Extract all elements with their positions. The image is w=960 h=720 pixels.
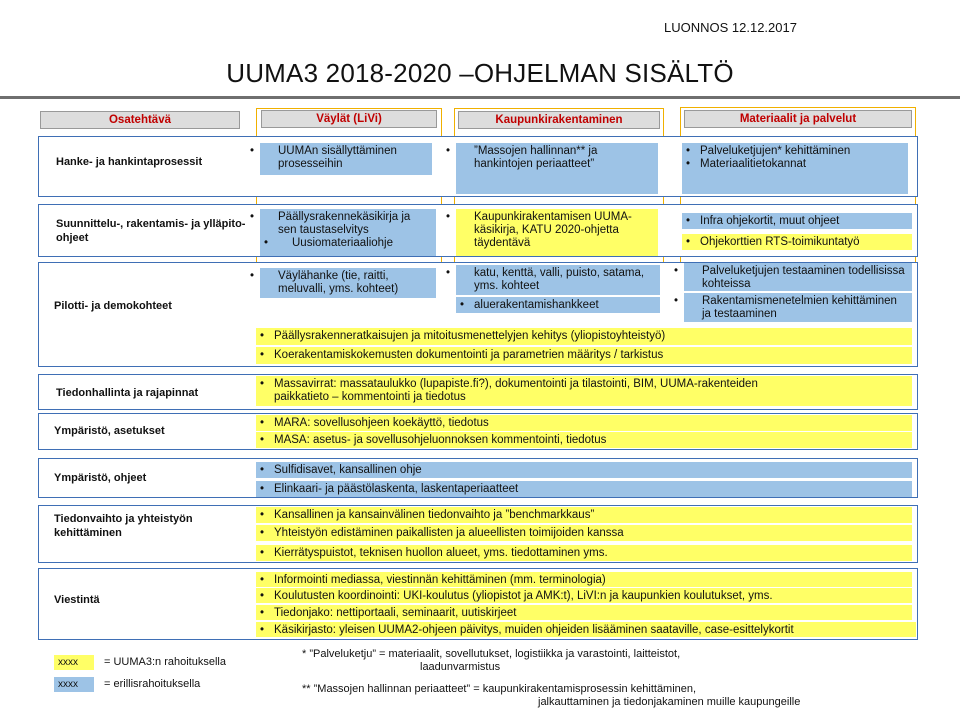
column-frame-vaylat bbox=[256, 108, 442, 286]
footnote-massojen-hallinta-cont: jalkauttaminen ja tiedonjakaminen muille kaupungeille bbox=[538, 696, 801, 708]
item-paallysrakennekasikirja: • Päällysrakennekäsikirja ja sen taustaselvitys • Uusiomateriaaliohje bbox=[260, 209, 436, 256]
item-informointi: • Informointi mediassa, viestinnän kehittäminen (mm. terminologia) bbox=[256, 572, 912, 587]
footnote-palveluketju: * ”Palveluketju” = materiaalit, sovellutukset, logistiikka ja varastointi, laitteistot, bbox=[302, 648, 681, 660]
item-masa: • MASA: asetus- ja sovellusohjeluonnoksen kommentointi, tiedotus bbox=[256, 432, 912, 448]
item-massavirrat: • Massavirrat: massataulukko (lupapiste.fi?), dokumentointi ja tilastointi, BIM, UUMA-rakenteiden paikkatieto – kommentointi ja tiedotus bbox=[256, 376, 912, 406]
column-header-vaylat: Väylät (LiVi) bbox=[261, 110, 437, 128]
item-infra-ohjekortit: • Infra ohjekortit, muut ohjeet bbox=[682, 213, 912, 229]
item-vaylahanke: • Väylähanke (tie, raitti, meluvalli, yms. kohteet) bbox=[260, 268, 436, 298]
column-header-materiaalit: Materiaalit ja palvelut bbox=[684, 110, 912, 128]
title-divider bbox=[0, 96, 960, 99]
footnote-palveluketju-cont: laadunvarmistus bbox=[420, 661, 501, 673]
item-yhteistyon-edistaminen: • Yhteistyön edistäminen paikallisten ja alueellisten toimijoiden kanssa bbox=[256, 525, 912, 541]
item-palveluketjut: • Palveluketjujen* kehittäminen • Materiaalitietokannat bbox=[682, 143, 908, 194]
legend-swatch-yellow: xxxx bbox=[54, 655, 94, 670]
item-elinkaari: • Elinkaari- ja päästölaskenta, laskentaperiaatteet bbox=[256, 481, 912, 497]
legend-label-blue: = erillisrahoituksella bbox=[104, 678, 201, 690]
item-katu-kentta: • katu, kenttä, valli, puisto, satama, yms. kohteet bbox=[456, 265, 660, 295]
item-rts-toimikuntatyo: • Ohjekorttien RTS-toimikuntatyö bbox=[682, 234, 912, 250]
item-kansallinen-tiedonvaihto: • Kansallinen ja kansainvälinen tiedonvaihto ja ”benchmarkkaus” bbox=[256, 507, 912, 523]
item-sulfidisavet: • Sulfidisavet, kansallinen ohje bbox=[256, 462, 912, 478]
item-palveluketjujen-testaaminen: • Palveluketjujen testaaminen todellisissa kohteissa bbox=[684, 263, 912, 291]
row-label-ymparisto-asetukset: Ympäristö, asetukset bbox=[54, 425, 165, 437]
row-label-viestinta: Viestintä bbox=[54, 594, 100, 606]
row-label-pilotti: Pilotti- ja demokohteet bbox=[54, 300, 172, 312]
item-uuman-sisallyttaminen: • UUMAn sisällyttäminen prosesseihin bbox=[260, 143, 432, 175]
column-header-task: Osatehtävä bbox=[40, 111, 240, 129]
page-title: UUMA3 2018-2020 –OHJELMAN SISÄLTÖ bbox=[226, 58, 734, 88]
item-kasikirjasto: • Käsikirjasto: yleisen UUMA2-ohjeen päivitys, muiden ohjeiden lisääminen saataville, case-esittelykortit bbox=[256, 622, 916, 637]
item-tiedonjako: • Tiedonjako: nettiportaali, seminaarit, uutiskirjeet bbox=[256, 605, 912, 620]
item-kierratyspuistot: • Kierrätyspuistot, teknisen huollon alueet, yms. tiedottaminen yms. bbox=[256, 545, 912, 561]
item-koerakentamiskokemukset: • Koerakentamiskokemusten dokumentointi ja parametrien määritys / tarkistus bbox=[256, 347, 912, 364]
column-header-kaupunki: Kaupunkirakentaminen bbox=[458, 111, 660, 129]
row-label-tiedonhallinta: Tiedonhallinta ja rajapinnat bbox=[56, 387, 199, 399]
item-paallysrakenneratkaisut: • Päällysrakenneratkaisujen ja mitoitusmenettelyjen kehitys (yliopistoyhteistyö) bbox=[256, 328, 912, 345]
legend-swatch-blue: xxxx bbox=[54, 677, 94, 692]
item-rakentamismenetelmat: • Rakentamismenetelmien kehittäminen ja testaaminen bbox=[684, 293, 912, 322]
footnote-massojen-hallinta: ** ”Massojen hallinnan periaatteet” = kaupunkirakentamisprosessin kehittäminen, bbox=[302, 683, 697, 695]
row-label-ymparisto-ohjeet: Ympäristö, ohjeet bbox=[54, 472, 147, 484]
row-label-hanke: Hanke- ja hankintaprosessit bbox=[56, 156, 203, 168]
row-label-tiedonvaihto: Tiedonvaihto ja yhteistyön kehittäminen bbox=[54, 513, 193, 539]
draft-label: LUONNOS 12.12.2017 bbox=[664, 20, 797, 35]
item-aluerakentamishankkeet: • aluerakentamishankkeet bbox=[456, 297, 660, 313]
item-mara: • MARA: sovellusohjeen koekäyttö, tiedotus bbox=[256, 415, 912, 431]
row-label-suunnittelu: Suunnittelu-, rakentamis- ja ylläpito-ohjeet bbox=[56, 218, 246, 244]
item-massojen-hallinta: • ”Massojen hallinnan** ja hankintojen periaatteet” bbox=[456, 143, 658, 194]
item-kaupunkirakentamisen-kasikirja: • Kaupunkirakentamisen UUMA-käsikirja, KATU 2020-ohjetta täydentävä bbox=[456, 209, 658, 256]
legend-label-yellow: = UUMA3:n rahoituksella bbox=[104, 656, 226, 668]
item-koulutusten-koordinointi: • Koulutusten koordinointi: UKI-koulutus (yliopistot ja AMK:t), LiVI:n ja kaupunkien koulutukset, yms. bbox=[256, 588, 912, 603]
